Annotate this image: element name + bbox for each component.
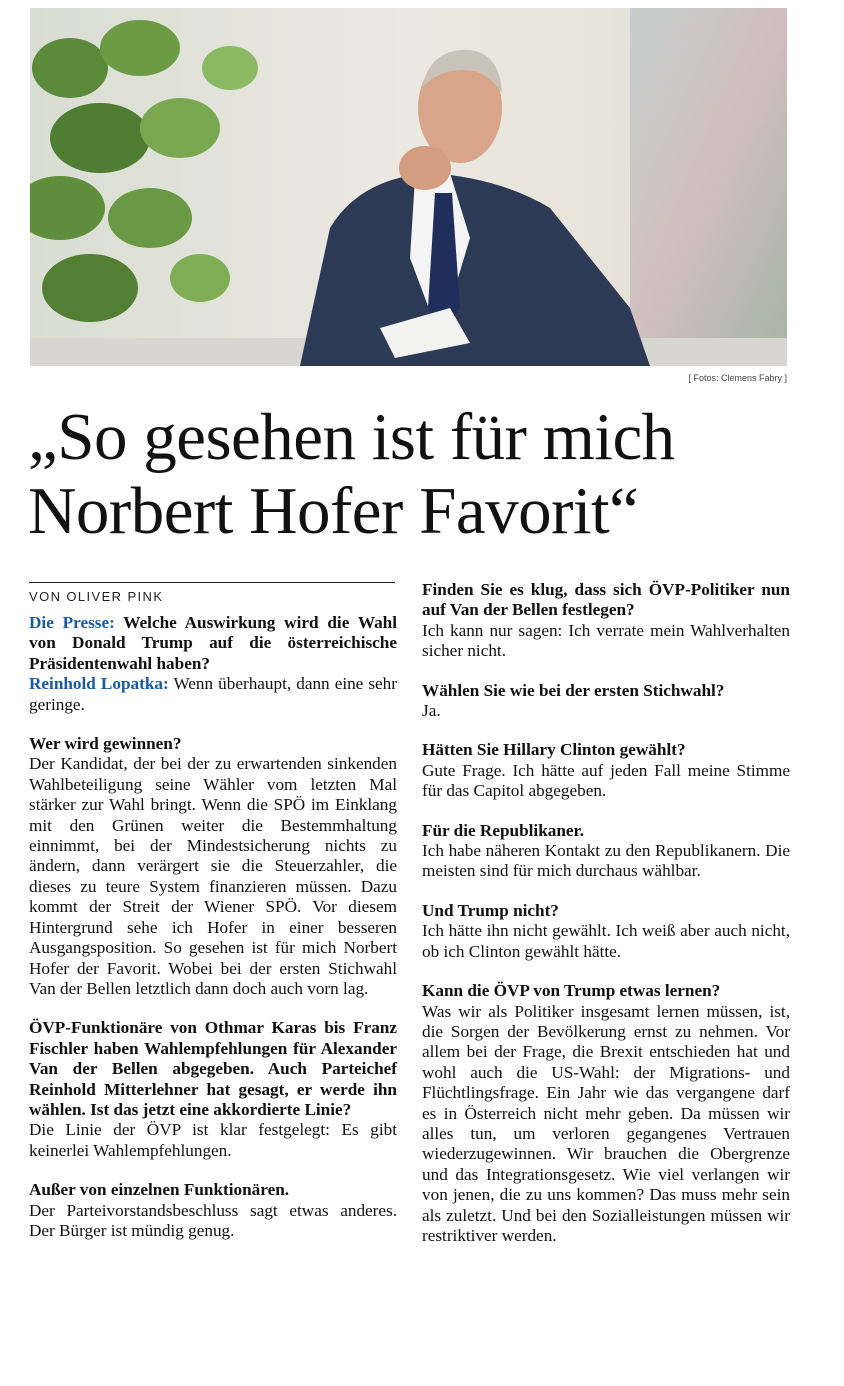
answer: Ich hätte ihn nicht gewählt. Ich weiß aber auch nicht, ob ich Clinton gewählt hätte. — [422, 921, 790, 961]
answer: Was wir als Politiker insgesamt lernen müssen, ist, die Sorgen der Bevölkerung ernst zu nehmen. Vor allem bei der Frage, die Brexit entschieden hat und wohl auch die US-Wahl: der Migrations- und Flüchtlingsfrage. Ein Jahr wie das vergangene darf es in Österreich nicht mehr geben. Da müssen wir alles tun, um verloren gegangenes Vertrauen wiederzugewinnen. Wir brauchen die Obergrenze und das Integrationsgesetz. Wie viel verlangen wir von jenen, die zu uns kommen? Das muss mehr sein als zuletzt. Und bei den Sozialleistungen müssen wir restriktiver werden. — [422, 1001, 790, 1245]
question: Außer von einzelnen Funktionären. — [29, 1180, 290, 1200]
answer: Die Linie der ÖVP ist klar festgelegt: Es gibt keinerlei Wahlempfehlungen. — [29, 1120, 397, 1160]
qa-block — [422, 681, 790, 722]
question: Und Trump nicht? — [422, 900, 559, 920]
interviewer-name: Die Presse: — [29, 613, 115, 632]
question: Kann die ÖVP von Trump etwas lernen? — [422, 981, 721, 1001]
left-column — [29, 582, 397, 1260]
answer: Gute Frage. Ich hätte auf jeden Fall meine Stimme für das Capitol abgegeben. — [422, 760, 790, 801]
answer: Der Kandidat, der bei der zu erwartenden sinkenden Wahlbeteiligung seine Wähler vom letzten Mal stärker zur Wahl bringt. Wenn die SPÖ im Einklang mit den Grünen weiter die Bestemmhaltung einnimmt, bei der Mindestsicherung nichts zu ändern, dann verärgert sie die Steuerzahler, die dieses zu teure System finanzieren müssen. Dazu kommt der Streit der Wiener SPÖ. Vor diesem Hintergrund sehe ich Hofer in einer besseren Ausgangsposition. So gesehen ist für mich Norbert Hofer der Favorit. Wobei bei der ersten Stichwahl Van der Bellen letztlich dann doch auch vorn lag. — [29, 754, 397, 998]
intro-question — [29, 613, 397, 674]
question: Wählen Sie wie bei der ersten Stichwahl? — [422, 680, 725, 700]
byline-rule — [29, 582, 395, 583]
answer: Der Parteivorstandsbeschluss sagt etwas anderes. Der Bürger ist mündig genug. — [29, 1200, 397, 1240]
portrait-photo-icon — [30, 8, 787, 366]
qa-block — [422, 821, 790, 882]
intro-question-text: Welche Auswirkung wird die Wahl von Donald Trump auf die österreichische Präsidentenwahl haben? — [29, 613, 398, 673]
intro-answer — [29, 674, 397, 715]
answer: Ich kann nur sagen: Ich verrate mein Wahlverhalten sicher nicht. — [422, 620, 790, 661]
qa-block — [422, 981, 790, 1246]
headline — [28, 400, 818, 548]
interviewee-name: Reinhold Lopatka: — [29, 674, 169, 694]
answer: Ja. — [422, 701, 441, 721]
qa-block — [422, 740, 790, 801]
question: Hätten Sie Hillary Clinton gewählt? — [422, 740, 686, 760]
qa-block — [29, 734, 397, 999]
answer: Ich habe näheren Kontakt zu den Republikanern. Die meisten sind für mich durchaus wählbar. — [422, 841, 790, 881]
question: Für die Republikaner. — [422, 820, 584, 840]
headline-line-2: Norbert Hofer Favorit“ — [28, 474, 639, 548]
headline-line-1: „So gesehen ist für mich — [28, 400, 675, 474]
question: Finden Sie es klug, dass sich ÖVP-Politiker nun auf Van der Bellen festlegen? — [422, 580, 790, 620]
qa-block — [422, 901, 790, 962]
qa-block — [422, 580, 790, 662]
photo-credit: [ Fotos: Clemens Fabry ] — [688, 373, 787, 383]
qa-block — [29, 1018, 397, 1161]
question: Wer wird gewinnen? — [29, 734, 182, 754]
right-column — [422, 580, 790, 1265]
question: ÖVP-Funktionäre von Othmar Karas bis Franz Fischler haben Wahlempfehlungen für Alexander Van der Bellen abgegeben. Auch Parteichef Reinhold Mitterlehner hat gesagt, er werde ihn wählen. Ist das jetzt eine akkordierte Linie? — [29, 1018, 397, 1119]
intro-answer-text: Wenn überhaupt, dann eine sehr geringe. — [29, 674, 397, 714]
qa-block — [29, 1180, 397, 1241]
intro-qa — [29, 613, 397, 715]
byline: VON OLIVER PINK — [29, 589, 164, 604]
portrait-photo — [30, 8, 787, 366]
